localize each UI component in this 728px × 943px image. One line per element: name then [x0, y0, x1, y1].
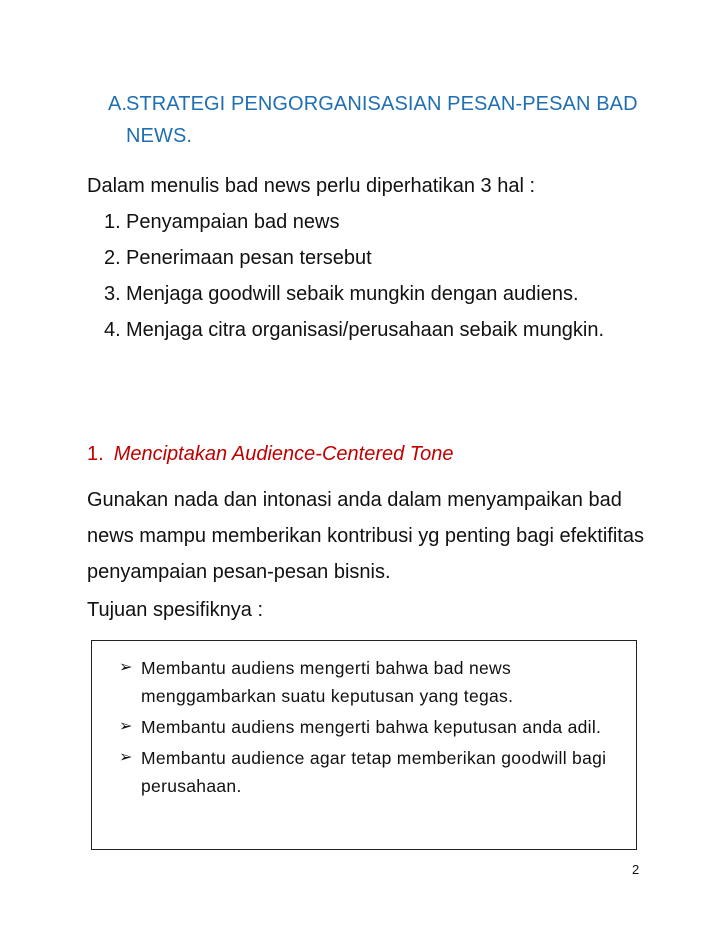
list-item — [104, 242, 664, 274]
list-item-text: Menjaga goodwill sebaik mungkin dengan audiens. — [126, 283, 579, 305]
list-item — [104, 314, 664, 346]
list-item — [104, 206, 664, 238]
bullet-box — [91, 640, 637, 850]
list-item-number: 3. — [104, 283, 121, 305]
list-item-text: Penyampaian bad news — [126, 211, 340, 233]
page-number: 2 — [632, 862, 640, 877]
subsection-title: Menciptakan Audience-Centered Tone — [113, 443, 454, 465]
list-item-number: 2. — [104, 247, 121, 269]
subsection-number: 1. — [87, 443, 104, 465]
bullet-list — [119, 654, 619, 803]
heading-label: A. — [108, 93, 128, 115]
arrow-bullet-icon: ➢ — [119, 718, 133, 735]
bullet-item — [119, 713, 619, 741]
goal-label: Tujuan spesifiknya : — [87, 599, 264, 621]
bullet-text: Membantu audiens mengerti bahwa keputusan anda adil. — [141, 717, 602, 737]
list-item-number: 4. — [104, 319, 121, 341]
bullet-item — [119, 654, 619, 710]
bullet-text: Membantu audience agar tetap memberikan goodwill bagi perusahaan. — [141, 748, 607, 796]
heading-text: STRATEGI PENGORGANISASIAN PESAN-PESAN BAD NEWS. — [126, 93, 638, 147]
bullet-item — [119, 744, 619, 800]
subsection-heading — [87, 438, 454, 470]
numbered-list — [104, 206, 664, 350]
list-item-text: Penerimaan pesan tersebut — [126, 247, 372, 269]
list-item — [104, 278, 664, 310]
list-item-text: Menjaga citra organisasi/perusahaan sebaik mungkin. — [126, 319, 605, 341]
bullet-text: Membantu audiens mengerti bahwa bad news menggambarkan suatu keputusan yang tegas. — [141, 658, 514, 706]
arrow-bullet-icon: ➢ — [119, 659, 133, 676]
list-item-number: 1. — [104, 211, 121, 233]
arrow-bullet-icon: ➢ — [119, 749, 133, 766]
section-heading — [108, 88, 648, 152]
intro-text: Dalam menulis bad news perlu diperhatikan 3 hal : — [87, 175, 536, 197]
paragraph-text: Gunakan nada dan intonasi anda dalam menyampaikan bad news mampu memberikan kontribusi yg penting bagi efektifitas penyampaian pesan-pesan bisnis. — [87, 489, 644, 583]
body-paragraph — [87, 482, 647, 590]
